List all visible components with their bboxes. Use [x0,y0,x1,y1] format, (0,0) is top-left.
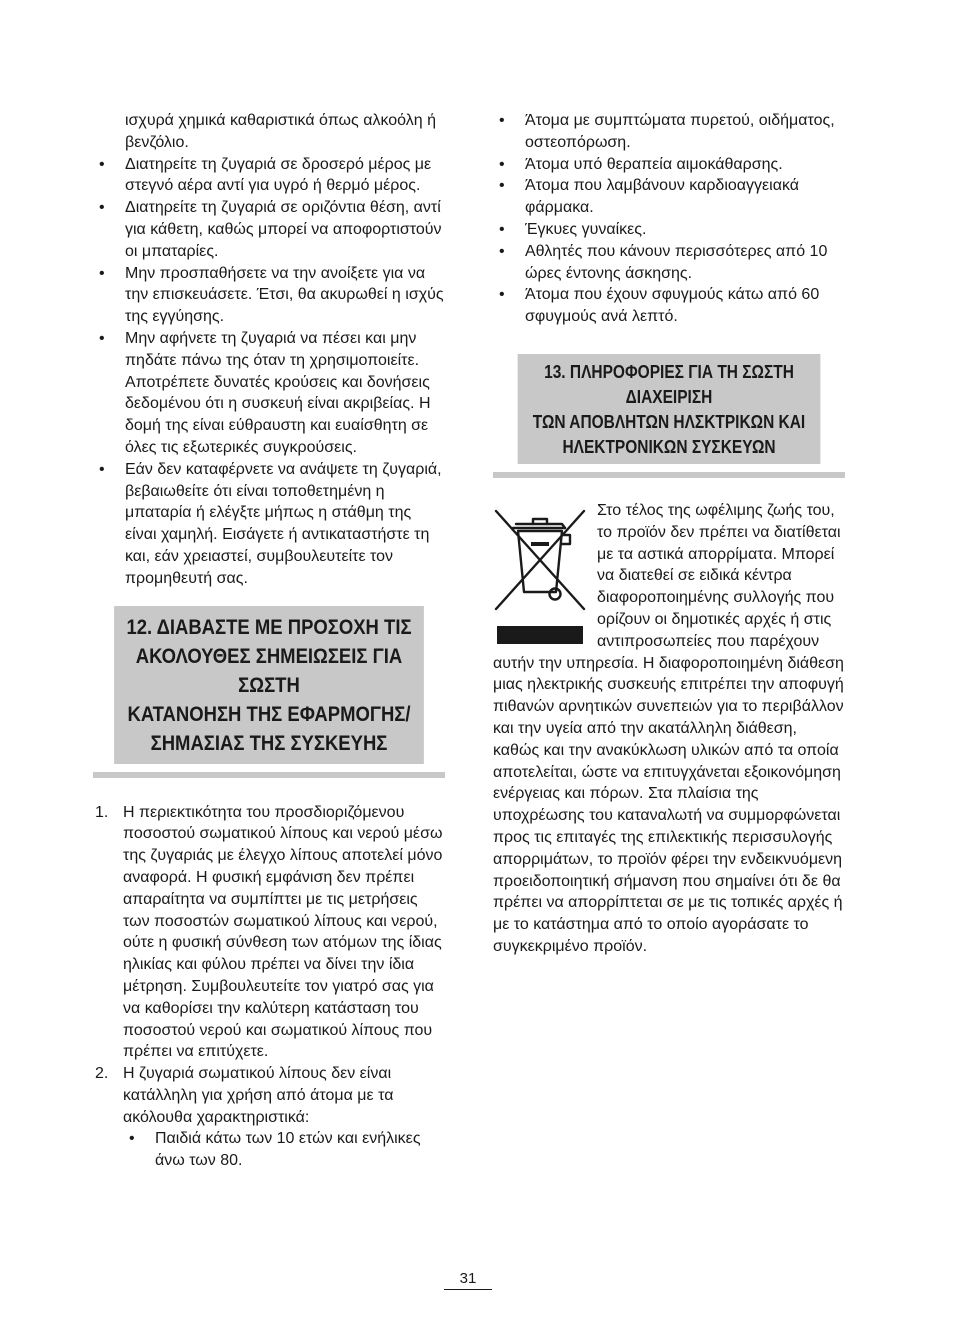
list-item: • Εάν δεν καταφέρνετε να ανάψετε τη ζυγαριά, βεβαιωθείτε ότι είναι τοποθετημένη η μπαταρία ή ελέγξτε μήπως η στάθμη της είναι χαμηλή. Εισάγετε ή αντικαταστήστε τη και, εάν χρειαστεί, συμβουλευτείτε τον προμηθευτή σας. [93,459,445,590]
section-13-heading [518,354,821,464]
right-column [493,110,845,958]
heading-line: ΑΚΟΛΟΥΘΕΣ ΣΗΜΕΙΩΣΕΙΣ ΓΙΑ ΣΩΣΤΗ [135,644,403,697]
item-number: 2. [95,1065,109,1083]
list-item: • Άτομα υπό θεραπεία αιμοκάθαρσης. [493,154,845,176]
sub-list-item: • Παιδιά κάτω των 10 ετών και ενήλικες άνω των 80. [93,1128,445,1172]
list-item: • Αθλητές που κάνουν περισσότερες από 10 ώρες έντονης άσκησης. [493,241,845,285]
list-item: • Έγκυες γυναίκες. [493,219,845,241]
crossed-out-wheelie-bin-icon [493,502,589,652]
list-item: • Μην προσπαθήσετε να την ανοίξετε για να την επισκευάσετε. Έτσι, θα ακυρωθεί η ισχύς της εγγύησης. [93,263,445,328]
numbered-item [93,1063,445,1128]
list-item: • Άτομα με συμπτώματα πυρετού, οιδήματος, οστεοπόρωση. [493,110,845,154]
section-13-divider [493,472,845,478]
list-item: • Διατηρείτε τη ζυγαριά σε δροσερό μέρος με στεγνό αέρα αντί για υγρό ή θερμό μέρος. [93,154,445,198]
heading-line: ΗΛΕΚΤΡΟΝΙΚΩΝ ΣΥΣΚΕΥΩΝ [562,436,776,457]
item-text: Η ζυγαριά σωματικού λίπους δεν είναι κατάλληλη για χρήση από άτομα με τα ακόλουθα χαρακτηριστικά: [123,1065,394,1126]
heading-line: ΚΑΤΑΝΟΗΣΗ ΤΗΣ ΕΦΑΡΜΟΓΗΣ/ [127,702,411,726]
left-column [93,110,445,1172]
list-item: • Μην αφήνετε τη ζυγαριά να πέσει και μην πηδάτε πάνω της όταν τη χρησιμοποιείτε. Αποτρέπετε δυνατές κρούσεις και δονήσεις δεδομένου ότι η συσκευή είναι ακριβείας. Η δομή της είναι εύθραυστη και ευαίσθητη σε όλες τις εξωτερικές συγκρούσεις. [93,328,445,459]
intro-continuation: ισχυρά χημικά καθαριστικά όπως αλκοόλη ή βενζόλιο. [125,112,436,151]
list-item: • Διατηρείτε τη ζυγαριά σε οριζόντια θέση, αντί για κάθετη, καθώς μπορεί να αποφορτιστούν οι μπαταρίες. [93,197,445,262]
heading-line: ΤΩΝ ΑΠΟΒΛΗΤΩΝ ΗΛΣΚΤΡΙΚΩΝ ΚΑΙ [532,411,806,432]
section-12-heading [114,606,424,764]
heading-line: 12. ΔΙΑΒΑΣΤΕ ΜΕ ΠΡΟΣΟΧΗ ΤΙΣ [126,615,412,639]
item-number: 1. [95,803,109,821]
list-item: • Άτομα που έχουν σφυγμούς κάτω από 60 σφυγμούς ανά λεπτό. [493,284,845,328]
numbered-item [93,802,445,1064]
heading-line: 13. ΠΛΗΡΟΦΟΡΙΕΣ ΓΙΑ ΤΗ ΣΩΣΤΗ ΔΙΑΧΕΙΡΙΣΗ [544,361,794,407]
item-text: Η περιεκτικότητα του προσδιοριζόμενου ποσοστού σωματικού λίπους και νερού μέσω της ζυγαριάς με έλεγχο λίπους αποτελεί μόνο αναφορά. Η φυσική εμφάνιση δεν πρέπει απαραίτητα να συμπίπτει με τις μετρήσεις των ποσοστών σωματικού λίπους και νερού, ούτε η φυσική σύνθεση των ατόμων της ίδιας ηλικίας και φύλου πρέπει να δίνει την ίδια μέτρηση. Συμβουλευτείτε τον γιατρό σας για να καθορίσει την καλύτερη κατάσταση του ποσοστού νερού και σωματικού λίπους που πρέπει να επιτύχετε. [123,803,443,1061]
disposal-notice [493,500,845,958]
heading-line: ΣΗΜΑΣΙΑΣ ΤΗΣ ΣΥΣΚΕΥΗΣ [150,731,388,755]
disposal-paragraph: Στο τέλος της ωφέλιμης ζωής του, το προϊόν δεν πρέπει να διατίθεται με τα αστικά απορρίματα. Μπορεί να διατεθεί σε ειδικά κέντρα διαφοροποιημένης συλλογής που ορίζουν οι δημοτικές αρχές ή στις αντιπροσωπείες που παρέχουν αυτήν την υπηρεσία. Η διαφοροποιημένη διάθεση μιας ηλεκτρικής συσκευής επιτρέπει την αποφυγή πιθανών αρνητικών συνεπειών για το περιβάλλον και την υγεία από την ακατάλληλη διάθεση, καθώς και την ανακύκλωση υλικών από τα οποία αποτελείται, ώστε να επιτυγχάνεται εξοικονόμηση ενέργειας και πόρων. Στα πλαίσια της υποχρέωσης του καταναλωτή να συμμορφώνεται προς τις επιταγές της επιλεκτικής περισσυλογής απορριμάτων, το προϊόν φέρει την ενδεικνυόμενη προειδοποιητική σήμανση που σημαίνει ότι δε θα πρέπει να απορρίπτεται σε με τις τοπικές αρχές ή με το κατάστημα από το οποίο αγοράσατε το συγκεκριμένο προϊόν. [493,501,844,955]
list-item: • Άτομα που λαμβάνουν καρδιοαγγειακά φάρμακα. [493,175,845,219]
page-number: 31 [444,1269,492,1290]
